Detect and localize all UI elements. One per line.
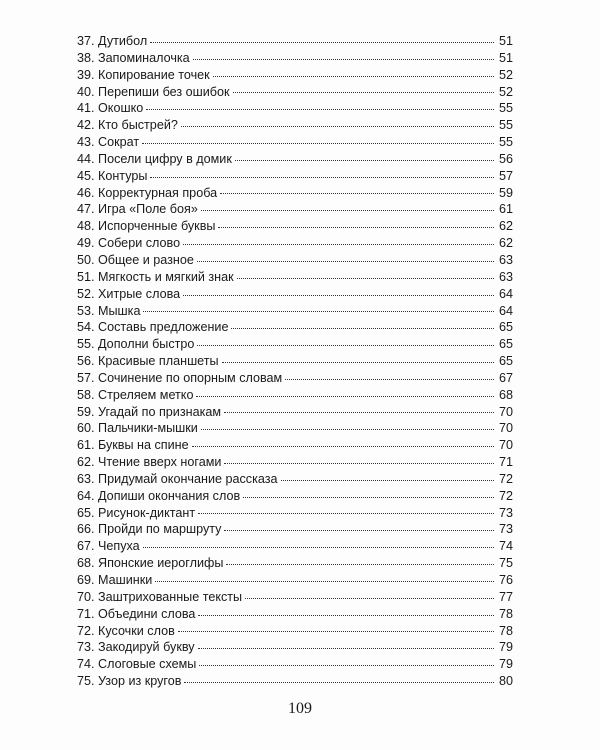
toc-entry-page: 61 (498, 202, 513, 217)
dot-leader (184, 682, 494, 683)
dot-leader (201, 210, 494, 211)
toc-entry-number: 74. (77, 657, 95, 672)
toc-entry (77, 201, 513, 218)
dot-leader (237, 278, 494, 279)
dot-leader (218, 227, 494, 228)
toc-entry-page: 56 (498, 151, 513, 166)
toc-entry-title (77, 673, 183, 690)
toc-entry (77, 319, 513, 336)
toc-entry-page: 63 (498, 269, 513, 284)
toc-entry-number: 38. (77, 50, 95, 65)
toc-entry-title (77, 555, 225, 572)
toc-entry-text: Пальчики-мышки (98, 421, 198, 436)
toc-entry-text: Контуры (98, 168, 148, 183)
toc-entry-number: 37. (77, 34, 95, 48)
toc-entry-number: 56. (77, 354, 95, 369)
toc-entry (77, 336, 513, 353)
toc-entry-number: 71. (77, 606, 95, 621)
toc-entry-text: Красивые планшеты (98, 354, 219, 369)
toc-entry (77, 639, 513, 656)
toc-entry-page: 80 (498, 674, 513, 689)
toc-entry-page: 51 (498, 34, 513, 48)
toc-entry-title (77, 286, 182, 303)
toc-entry-number: 62. (77, 455, 95, 470)
dot-leader (224, 412, 494, 413)
dot-leader (178, 631, 494, 632)
toc-entry-title (77, 269, 236, 286)
toc-entry-text: Общее и разное (98, 252, 194, 267)
toc-entry-number: 68. (77, 556, 95, 571)
toc-entry-number: 53. (77, 303, 95, 318)
toc-entry-number: 67. (77, 539, 95, 554)
toc-entry-title (77, 218, 217, 235)
toc-entry-title (77, 303, 142, 320)
toc-entry-text: Угадай по признакам (98, 404, 222, 419)
toc-entry-title (77, 488, 242, 505)
toc-entry (77, 454, 513, 471)
toc-entry-page: 62 (498, 236, 513, 251)
toc-entry-number: 47. (77, 202, 95, 217)
toc-entry-text: Дополни быстро (98, 337, 195, 352)
toc-entry-title (77, 639, 197, 656)
toc-entry-page: 75 (498, 556, 513, 571)
toc-entry-number: 66. (77, 522, 95, 537)
toc-entry-text: Чепуха (98, 539, 140, 554)
toc-entry-title (77, 572, 154, 589)
dot-leader (235, 160, 494, 161)
toc-entry-text: Составь предложение (98, 320, 229, 335)
toc-entry-number: 50. (77, 252, 95, 267)
toc-entry-text: Корректурная проба (98, 185, 218, 200)
toc-entry-number: 58. (77, 387, 95, 402)
toc-entry-text: Кто быстрей? (98, 118, 178, 133)
toc-entry (77, 623, 513, 640)
toc-entry-page: 73 (498, 522, 513, 537)
toc-entry-page: 70 (498, 404, 513, 419)
toc-entry-page: 64 (498, 286, 513, 301)
toc-entry-title (77, 387, 195, 404)
toc-entry (77, 185, 513, 202)
toc-entry-title (77, 235, 182, 252)
toc-entry-number: 55. (77, 337, 95, 352)
toc-entry (77, 117, 513, 134)
toc-entry-number: 72. (77, 623, 95, 638)
dot-leader (143, 311, 494, 312)
toc-entry-title (77, 505, 197, 522)
toc-entry-text: Игра «Поле боя» (98, 202, 198, 217)
toc-entry-text: Слоговые схемы (98, 657, 197, 672)
toc-entry-text: Сочинение по опорным словам (98, 370, 283, 385)
toc-entry (77, 589, 513, 606)
toc-entry-page: 67 (498, 370, 513, 385)
toc-entry-number: 57. (77, 370, 95, 385)
toc-entry-text: Хитрые слова (98, 286, 181, 301)
toc-entry (77, 437, 513, 454)
dot-leader (243, 497, 494, 498)
toc-entry-number: 70. (77, 589, 95, 604)
toc-entry-number: 73. (77, 640, 95, 655)
dot-leader (142, 143, 494, 144)
toc-entry-title (77, 353, 221, 370)
toc-entry-title (77, 589, 244, 606)
toc-entry-number: 41. (77, 101, 95, 116)
toc-entry-text: Испорченные буквы (98, 219, 216, 234)
dot-leader (222, 362, 494, 363)
toc-entry-title (77, 117, 180, 134)
toc-entry (77, 269, 513, 286)
dot-leader (231, 328, 494, 329)
toc-entry-number: 51. (77, 269, 95, 284)
toc-entry (77, 303, 513, 320)
toc-entry-title (77, 100, 145, 117)
toc-entry (77, 134, 513, 151)
toc-entry-number: 54. (77, 320, 95, 335)
toc-entry-page: 62 (498, 219, 513, 234)
toc-entry-page: 52 (498, 84, 513, 99)
toc-entry-number: 48. (77, 219, 95, 234)
toc-entry-number: 40. (77, 84, 95, 99)
toc-entry-text: Закодируй букву (98, 640, 195, 655)
toc-entry (77, 353, 513, 370)
toc-entry-number: 60. (77, 421, 95, 436)
dot-leader (213, 76, 494, 77)
dot-leader (198, 513, 494, 514)
toc-entry-page: 55 (498, 118, 513, 133)
toc-entry-text: Мышка (98, 303, 141, 318)
toc-entry-title (77, 336, 196, 353)
toc-entry-title (77, 623, 177, 640)
table-of-contents (77, 33, 513, 690)
toc-entry-page: 79 (498, 657, 513, 672)
page-number: 109 (288, 700, 312, 717)
toc-entry (77, 488, 513, 505)
dot-leader (220, 193, 494, 194)
toc-entry (77, 656, 513, 673)
toc-entry-number: 69. (77, 573, 95, 587)
toc-entry-title (77, 606, 197, 623)
toc-entry-text: Допиши окончания слов (98, 488, 241, 503)
toc-entry (77, 538, 513, 555)
toc-entry-page: 72 (498, 471, 513, 486)
toc-entry-page: 65 (498, 337, 513, 352)
toc-entry (77, 572, 513, 589)
toc-entry (77, 387, 513, 404)
toc-entry-title (77, 33, 149, 50)
dot-leader (183, 244, 494, 245)
toc-entry-text: Стреляем метко (98, 387, 194, 402)
toc-entry (77, 471, 513, 488)
dot-leader (199, 665, 494, 666)
toc-entry-title (77, 538, 142, 555)
toc-entry (77, 252, 513, 269)
toc-entry-number: 46. (77, 185, 95, 200)
toc-entry-number: 75. (77, 674, 95, 689)
dot-leader (146, 109, 494, 110)
toc-entry-title (77, 656, 198, 673)
toc-entry-text: Пройди по маршруту (98, 522, 222, 537)
toc-entry-page: 51 (498, 50, 513, 65)
dot-leader (198, 648, 494, 649)
toc-entry-number: 49. (77, 236, 95, 251)
dot-leader (245, 598, 494, 599)
toc-entry-page: 78 (498, 623, 513, 638)
toc-entry-text: Сократ (98, 135, 140, 150)
dot-leader (201, 429, 494, 430)
toc-entry-number: 44. (77, 151, 95, 166)
toc-entry-text: Собери слово (98, 236, 181, 251)
toc-entry-number: 61. (77, 438, 95, 453)
toc-entry-text: Дутибол (98, 34, 148, 48)
toc-entry-page: 65 (498, 354, 513, 369)
toc-entry-title (77, 454, 223, 471)
toc-entry-page: 59 (498, 185, 513, 200)
toc-entry-text: Мягкость и мягкий знак (98, 269, 234, 284)
toc-entry-page: 64 (498, 303, 513, 318)
toc-entry-text: Японские иероглифы (98, 556, 224, 571)
dot-leader (224, 530, 494, 531)
toc-entry-page: 52 (498, 67, 513, 82)
toc-entry-text: Запоминалочка (98, 50, 190, 65)
toc-entry (77, 606, 513, 623)
dot-leader (181, 126, 494, 127)
toc-entry-text: Объедини слова (98, 606, 196, 621)
toc-entry-text: Кусочки слов (98, 623, 175, 638)
dot-leader (193, 59, 494, 60)
toc-entry-title (77, 404, 223, 421)
toc-entry-title (77, 168, 149, 185)
toc-entry-page: 55 (498, 135, 513, 150)
toc-entry-title (77, 252, 196, 269)
toc-entry-page: 71 (498, 455, 513, 470)
toc-entry-title (77, 201, 200, 218)
dot-leader (197, 345, 494, 346)
toc-entry (77, 67, 513, 84)
toc-entry-title (77, 134, 141, 151)
dot-leader (224, 463, 494, 464)
toc-entry (77, 420, 513, 437)
toc-entry (77, 218, 513, 235)
dot-leader (197, 261, 494, 262)
toc-entry-text: Заштрихованные тексты (98, 589, 243, 604)
dot-leader (183, 295, 494, 296)
toc-entry-number: 52. (77, 286, 95, 301)
toc-entry-page: 77 (498, 589, 513, 604)
toc-entry-title (77, 151, 234, 168)
toc-entry-page: 70 (498, 421, 513, 436)
toc-entry-text: Чтение вверх ногами (98, 455, 222, 470)
toc-entry-number: 63. (77, 471, 95, 486)
toc-entry-number: 65. (77, 505, 95, 520)
toc-entry-page: 57 (498, 168, 513, 183)
toc-entry-number: 45. (77, 168, 95, 183)
toc-entry (77, 33, 513, 50)
toc-entry-text: Перепиши без ошибок (98, 84, 230, 99)
toc-entry-text: Копирование точек (98, 67, 210, 82)
toc-entry (77, 235, 513, 252)
toc-entry-title (77, 50, 192, 67)
toc-entry-title (77, 185, 219, 202)
toc-entry-text: Придумай окончание рассказа (98, 471, 278, 486)
toc-entry (77, 286, 513, 303)
toc-entry-text: Посели цифру в домик (98, 151, 232, 166)
dot-leader (226, 564, 494, 565)
toc-entry-number: 59. (77, 404, 95, 419)
toc-entry (77, 521, 513, 538)
dot-leader (285, 379, 494, 380)
toc-entry-title (77, 67, 212, 84)
toc-entry-page: 65 (498, 320, 513, 335)
toc-entry-page: 63 (498, 252, 513, 267)
toc-entry-number: 39. (77, 67, 95, 82)
toc-entry (77, 404, 513, 421)
toc-entry-page: 78 (498, 606, 513, 621)
toc-entry-page: 70 (498, 438, 513, 453)
toc-entry-title (77, 84, 232, 101)
toc-entry-page: 55 (498, 101, 513, 116)
toc-entry-text: Рисунок-диктант (98, 505, 196, 520)
toc-entry (77, 84, 513, 101)
toc-entry-number: 64. (77, 488, 95, 503)
toc-entry-text: Машинки (98, 573, 153, 587)
toc-entry-title (77, 521, 223, 538)
dot-leader (192, 446, 494, 447)
toc-entry-text: Буквы на спине (98, 438, 189, 453)
toc-entry (77, 151, 513, 168)
dot-leader (196, 396, 494, 397)
dot-leader (233, 92, 494, 93)
toc-entry-page: 74 (498, 539, 513, 554)
toc-entry-page: 79 (498, 640, 513, 655)
toc-entry-number: 42. (77, 118, 95, 133)
toc-entry (77, 100, 513, 117)
toc-entry-title (77, 437, 191, 454)
dot-leader (150, 42, 494, 43)
toc-entry (77, 673, 513, 690)
toc-entry-page: 76 (498, 573, 513, 587)
dot-leader (281, 480, 494, 481)
toc-entry-text: Окошко (98, 101, 144, 116)
toc-entry-number: 43. (77, 135, 95, 150)
dot-leader (155, 581, 494, 582)
toc-entry-page: 72 (498, 488, 513, 503)
toc-entry-title (77, 420, 200, 437)
toc-entry (77, 50, 513, 67)
dot-leader (198, 615, 494, 616)
toc-entry (77, 505, 513, 522)
toc-entry-title (77, 370, 284, 387)
toc-entry-text: Узор из кругов (98, 674, 182, 689)
toc-entry (77, 555, 513, 572)
dot-leader (150, 177, 494, 178)
toc-entry-title (77, 319, 230, 336)
toc-entry-page: 73 (498, 505, 513, 520)
dot-leader (143, 547, 494, 548)
toc-entry (77, 168, 513, 185)
toc-entry-title (77, 471, 280, 488)
toc-entry (77, 370, 513, 387)
toc-entry-page: 68 (498, 387, 513, 402)
